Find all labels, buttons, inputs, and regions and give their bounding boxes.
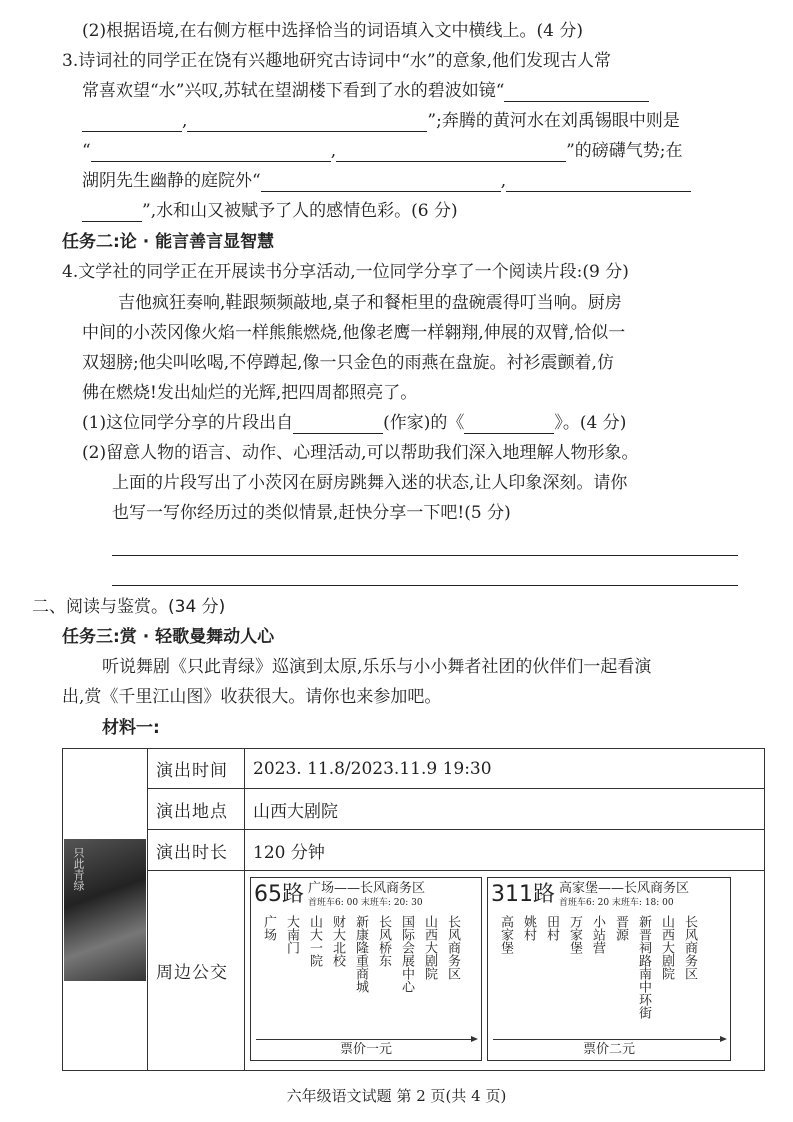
route-times: 首班车6: 00 末班车: 20: 30 [308,898,423,908]
stop: 长风商务区 [445,915,460,980]
fare: 票价一元 [339,1042,392,1057]
text: 常喜欢望“水”兴叹,苏轼在望湖楼下看到了水的碧波如镜“ [82,81,505,101]
text: (作家)的《 [383,413,465,433]
stop: 山西大剧院 [422,915,437,980]
answer-blank[interactable] [187,113,427,132]
bus-route-65 [250,877,482,1061]
route-endpoints: 高家堡——长风商务区 [559,881,690,896]
answer-blank[interactable] [82,203,142,222]
question-4-1 [82,412,626,434]
passage-line: 吉他疯狂奏响,鞋跟频频敲地,桌子和餐柜里的盘碗震得叮当响。厨房 [118,293,622,313]
text: ”;奔腾的黄河水在刘禹锡眼中则是 [427,111,680,131]
route-header [491,881,727,909]
route-number: 311路 [491,882,555,907]
page-footer: 六年级语文试题 第 2 页(共 4 页) [286,1087,507,1105]
question-3-line4 [82,140,683,162]
author-blank[interactable] [293,415,383,434]
text: , [330,141,337,161]
performance-info-table [62,748,765,1071]
route-info [559,881,689,909]
text: “ [82,141,91,161]
section-2-heading: 二、阅读与鉴赏。(34 分) [32,597,226,617]
answer-blank[interactable] [336,143,566,162]
stop: 新康隆重商城 [353,915,368,993]
row-value: 120 分钟 [245,830,765,871]
answer-blank[interactable] [261,173,501,192]
question-3-line6 [82,200,458,222]
stop: 姚村 [521,915,536,941]
row-label: 演出地点 [148,789,245,830]
question-3-line2 [82,80,649,102]
poster-image [64,839,146,981]
text: (1)这位同学分享的片段出自 [82,413,294,433]
answer-blank[interactable] [91,143,331,162]
row-value: 山西大剧院 [245,789,765,830]
question-3-line3 [82,110,680,132]
stop: 山大一院 [307,915,322,967]
row-label: 周边公交 [148,871,245,1071]
stop: 长风桥东 [376,915,391,967]
row-value: 2023. 11.8/2023.11.9 19:30 [245,749,765,789]
task-2-heading: 任务二:论 · 能言善言显智慧 [62,232,275,252]
stop: 大南门 [284,915,299,954]
route-header [254,881,478,909]
direction-arrow [493,1039,725,1040]
route-number: 65路 [254,882,304,907]
question-3-line1: 3.诗词社的同学正在饶有兴趣地研究古诗词中“水”的意象,他们发现古人常 [62,51,612,71]
stop: 万家堡 [567,915,582,954]
answer-blank[interactable] [82,113,182,132]
text: , [182,111,188,131]
fare: 票价二元 [582,1042,635,1057]
text: 》。(4 分) [554,413,627,433]
poster-cell [63,749,148,1071]
question-4-2: (2)留意人物的语言、动作、心理活动,可以帮助我们深入地理解人物形象。 [82,443,639,463]
stop: 高家堡 [498,915,513,954]
route-info [308,881,425,909]
stop: 财大北校 [330,915,345,967]
question-3-line5 [82,170,691,192]
intro-line: 听说舞剧《只此青绿》巡演到太原,乐乐与小小舞者社团的伙伴们一起看演 [102,657,652,677]
text: ”,水和山又被赋予了人的感情色彩。(6 分) [142,201,458,221]
route-endpoints: 广场——长风商务区 [308,881,426,896]
passage-line: 双翅膀;他尖叫吆喝,不停蹲起,像一只金色的雨燕在盘旋。衬衫震颤着,仿 [82,353,614,373]
task-3-heading: 任务三:赏 · 轻歌曼舞动人心 [62,627,275,647]
stop: 小站营 [590,915,605,954]
question-4: 4.文学社的同学正在开展读书分享活动,一位同学分享了一个阅读片段:(9 分) [62,262,629,282]
bus-routes-cell [245,871,765,1071]
stop: 国际会展中心 [399,915,414,993]
intro-line: 出,赏《千里江山图》收获很大。请你也来参加吧。 [62,687,442,707]
stop: 新晋祠路南中环街 [636,915,651,1019]
stop-list [491,915,727,1039]
text: ”的磅礴气势;在 [566,141,683,161]
stop-list [254,915,478,1039]
route-times: 首班车6: 20 末班车: 18: 00 [559,898,674,908]
answer-line[interactable] [112,555,738,556]
question-4-2-line3: 也写一写你经历过的类似情景,赶快分享一下吧!(5 分) [112,503,511,523]
passage-line: 佛在燃烧!发出灿烂的光辉,把四周都照亮了。 [82,383,418,403]
text: , [500,171,507,191]
answer-blank[interactable] [506,173,691,192]
row-label: 演出时长 [148,830,245,871]
book-blank[interactable] [464,415,554,434]
question-4-2-line2: 上面的片段写出了小茨冈在厨房跳舞入迷的状态,让人印象深刻。请你 [112,473,628,493]
stop: 长风商务区 [682,915,697,980]
answer-line[interactable] [112,585,738,586]
stop: 山西大剧院 [659,915,674,980]
material-1-label: 材料一: [102,718,160,738]
question-2-2: (2)根据语境,在右侧方框中选择恰当的词语填入文中横线上。(4 分) [82,21,583,41]
text: 湖阴先生幽静的庭院外“ [82,171,261,191]
direction-arrow [256,1039,476,1040]
stop: 晋源 [613,915,628,941]
stop: 田村 [544,915,559,941]
passage-line: 中间的小茨冈像火焰一样熊熊燃烧,他像老鹰一样翱翔,伸展的双臂,恰似一 [82,323,626,343]
bus-route-311 [487,877,731,1061]
poster-title: 只此青绿 [72,846,85,891]
answer-blank[interactable] [504,83,649,102]
row-label: 演出时间 [148,749,245,789]
bus-routes [245,871,764,1059]
stop: 广场 [261,915,276,941]
